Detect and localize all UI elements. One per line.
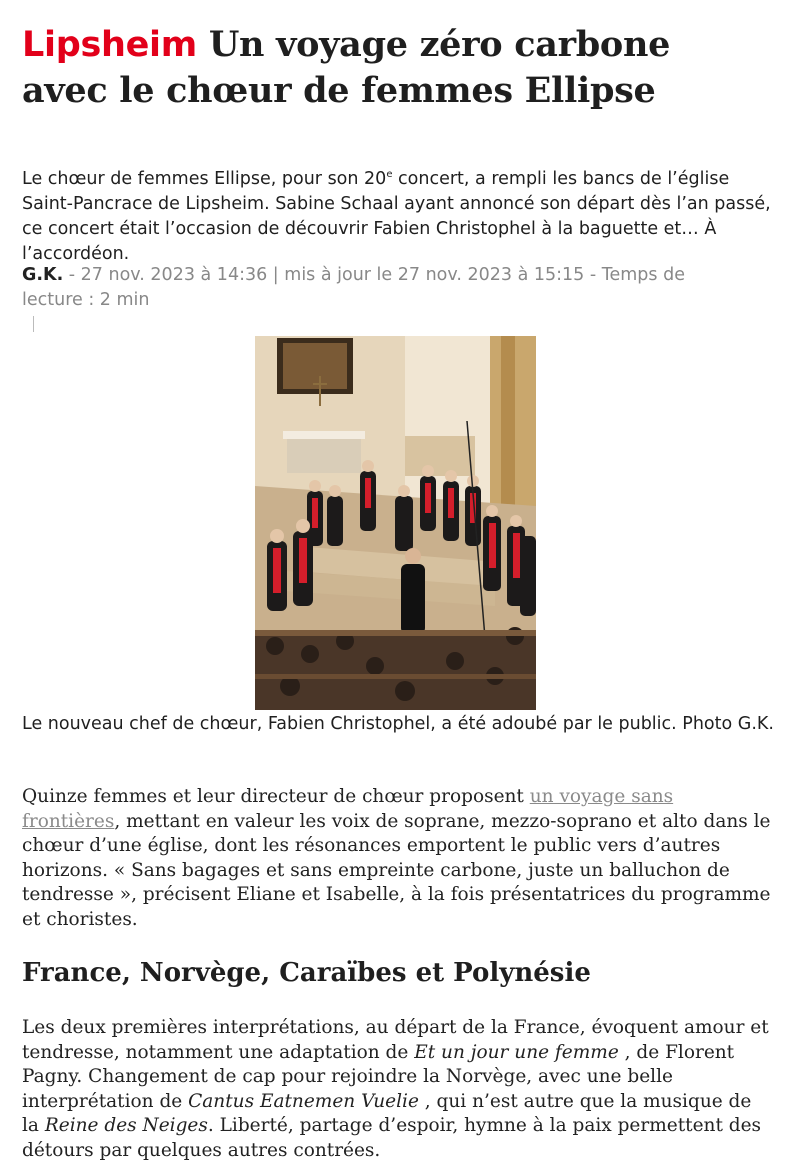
choir-photo-illustration xyxy=(255,336,536,710)
paragraph-1-text: Quinze femmes et leur directeur de chœur proposent xyxy=(22,786,530,807)
song-title-1: Et un jour une femme xyxy=(414,1041,619,1063)
lead-superscript: e xyxy=(386,169,393,180)
paragraph-2-text-1: Les deux premières interprétations, au départ de la France, évoquent amour et tendresse, notamment une adaptation de xyxy=(22,1017,769,1063)
section-heading: France, Norvège, Caraïbes et Polynésie xyxy=(22,958,591,988)
article-photo[interactable] xyxy=(255,336,536,710)
photo-caption: Le nouveau chef de chœur, Fabien Christophel, a été adoubé par le public. Photo G.K. xyxy=(22,714,774,734)
article-title xyxy=(22,22,762,114)
paragraph-2-text-2: , de Florent Pagny. Changement de cap pour rejoindre la Norvège, avec une belle interprétation de xyxy=(22,1041,735,1112)
paragraph-2-text-4: . Liberté, partage d’espoir, hymne à la paix permettent des détours par quelques autres contrées. xyxy=(22,1115,762,1161)
lead-text-1: Le chœur de femmes Ellipse, pour son 20 xyxy=(22,168,387,189)
paragraph-2 xyxy=(22,1016,774,1164)
film-title: Reine des Neiges xyxy=(44,1115,208,1137)
meta-divider xyxy=(33,316,34,332)
lead-text-2: concert, a rempli les bancs de l’église Saint-Pancrace de Lipsheim. Sabine Schaal ayant annoncé son départ dès l’an passé, ce concert était l’occasion de découvrir Fabien Christophel à la baguette et… À l’accordéon. xyxy=(22,168,771,264)
publish-details: - 27 nov. 2023 à 14:36 | mis à jour le 27 nov. 2023 à 15:15 - Temps de lecture : 2 min xyxy=(22,265,685,310)
paragraph-1-text-end: , mettant en valeur les voix de soprane, mezzo-soprano et alto dans le chœur d’une église, dont les résonances emportent le public vers d’autres horizons. « Sans bagages et sans empreinte carbone, juste un balluchon de tendresse », précisent Eliane et Isabelle, à la fois présentatrices du programme et choristes. xyxy=(22,810,771,930)
location-kicker: Lipsheim xyxy=(22,25,197,65)
paragraph-2-text-3: , qui n’est autre que la musique de la xyxy=(22,1090,752,1137)
voyage-link[interactable]: un voyage sans frontières xyxy=(22,786,674,832)
article-lead xyxy=(22,162,782,267)
paragraph-1 xyxy=(22,785,774,933)
author-name[interactable]: G.K. xyxy=(22,265,64,285)
headline: Un voyage zéro carbone avec le chœur de femmes Ellipse xyxy=(22,24,671,111)
article-meta xyxy=(22,263,742,313)
song-title-2: Cantus Eatnemen Vuelie xyxy=(188,1090,419,1112)
